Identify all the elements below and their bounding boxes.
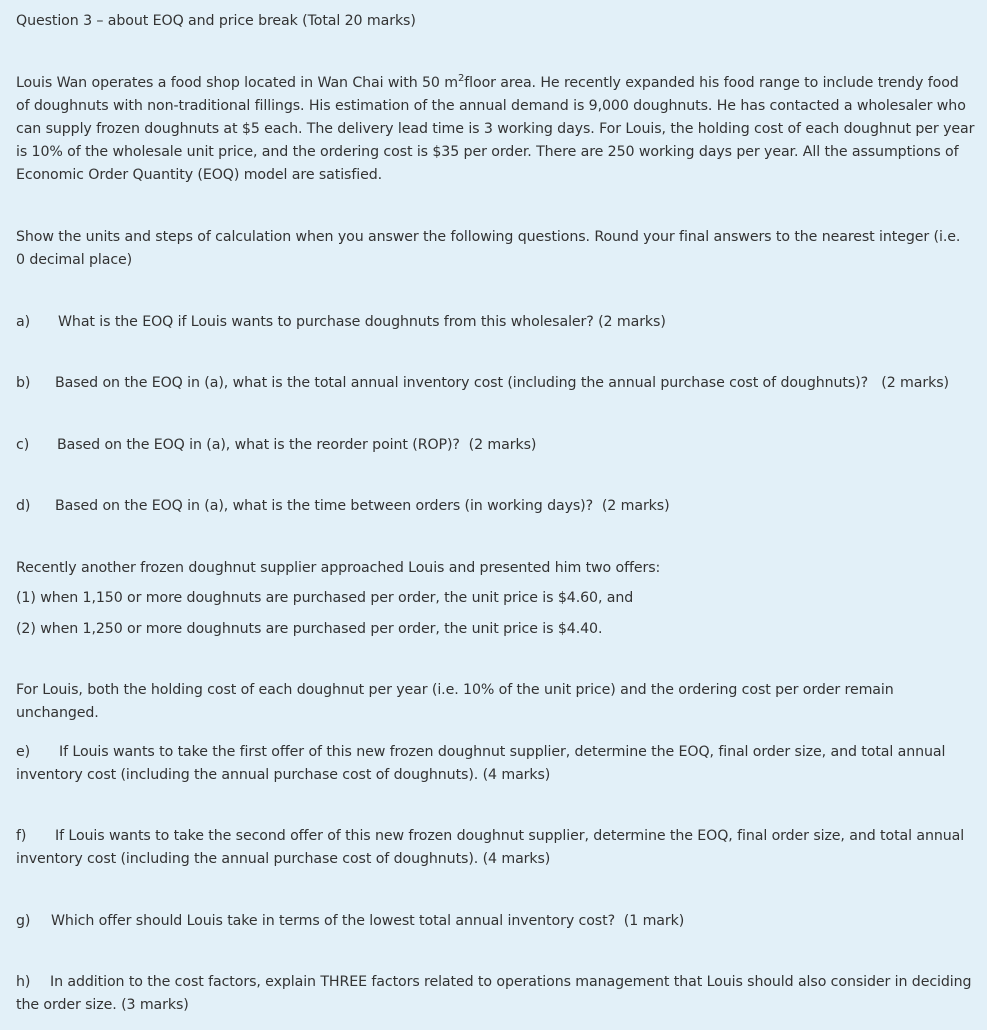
question-b <box>16 372 971 395</box>
instructions-paragraph: Show the units and steps of calculation when you answer the following questions. Round your final answers to the nearest integer (i.e. 0 decimal place) <box>16 229 961 268</box>
question-text: In addition to the cost factors, explain THREE factors related to operations management that Louis should also consider in deciding the order size. (3 marks) <box>16 974 972 1013</box>
question-text: Which offer should Louis take in terms of the lowest total annual inventory cost? (1 mark) <box>51 913 685 929</box>
question-label: h) <box>16 974 31 990</box>
question-c <box>16 434 971 457</box>
offers-intro: Recently another frozen doughnut supplier approached Louis and presented him two offers: <box>16 560 661 576</box>
offer-one: (1) when 1,150 or more doughnuts are purchased per order, the unit price is $4.60, and <box>16 590 634 606</box>
question-text: Based on the EOQ in (a), what is the time between orders (in working days)? (2 marks) <box>55 498 670 514</box>
question-text: If Louis wants to take the first offer of this new frozen doughnut supplier, determine the EOQ, final order size, and total annual inventory cost (including the annual purchase cost of doughnuts). (4 marks) <box>16 744 946 783</box>
question-text: Based on the EOQ in (a), what is the reorder point (ROP)? (2 marks) <box>57 437 537 453</box>
question-d <box>16 495 971 518</box>
intro-paragraph <box>16 72 976 187</box>
intro-text-rest: floor area. He recently expanded his food range to include trendy food of doughnuts with non-traditional fillings. His estimation of the annual demand is 9,000 doughnuts. He has contacted a wholesaler who can supply frozen doughnuts at $5 each. The delivery lead time is 3 working days. For Louis, the holding cost of each doughnut per year is 10% of the wholesale unit price, and the ordering cost is $35 per order. There are 250 working days per year. All the assumptions of Economic Order Quantity (EOQ) model are satisfied. <box>16 75 975 183</box>
holding-cost-note: For Louis, both the holding cost of each doughnut per year (i.e. 10% of the unit price) and the ordering cost per order remain unchanged. <box>16 682 894 721</box>
intro-text-start: Louis Wan operates a food shop located in Wan Chai with 50 m <box>16 75 458 91</box>
superscript-two: 2 <box>458 73 465 84</box>
question-label: b) <box>16 375 31 391</box>
question-f <box>16 825 971 871</box>
question-label: d) <box>16 498 31 514</box>
question-label: f) <box>16 828 27 844</box>
question-label: g) <box>16 913 31 929</box>
question-e <box>16 741 971 787</box>
question-a <box>16 311 971 334</box>
question-h <box>16 971 976 1017</box>
question-title: Question 3 – about EOQ and price break (Total 20 marks) <box>16 13 416 29</box>
question-text: What is the EOQ if Louis wants to purchase doughnuts from this wholesaler? (2 marks) <box>58 314 666 330</box>
question-text: If Louis wants to take the second offer of this new frozen doughnut supplier, determine the EOQ, final order size, and total annual inventory cost (including the annual purchase cost of doughnuts). (4 marks) <box>16 828 965 867</box>
offer-two: (2) when 1,250 or more doughnuts are purchased per order, the unit price is $4.40. <box>16 621 603 637</box>
question-label: c) <box>16 437 30 453</box>
question-text: Based on the EOQ in (a), what is the total annual inventory cost (including the annual purchase cost of doughnuts)? (2 marks) <box>55 375 949 391</box>
question-g <box>16 910 971 933</box>
question-label: e) <box>16 744 31 760</box>
question-label: a) <box>16 314 31 330</box>
